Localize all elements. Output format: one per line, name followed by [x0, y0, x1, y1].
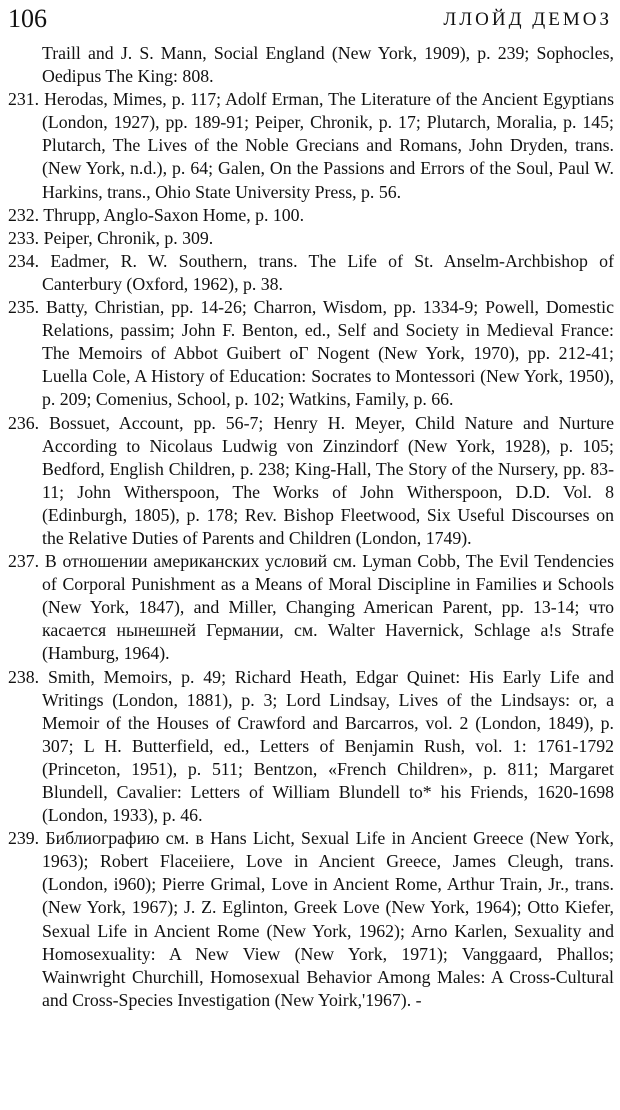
- endnote-number: 237.: [8, 551, 40, 572]
- endnote-232: [8, 204, 614, 227]
- endnote-text: Traill and J. S. Mann, Social England (New York, 1909), p. 239; Sophocles, Oedipus The King: 808.: [42, 43, 614, 87]
- endnote-text: Bossuet, Account, pp. 56-7; Henry H. Meyer, Child Nature and Nurture According to Nicolaus Ludwig von Zinzindorf (New York, 1928), p. 105; Bedford, English Children, p. 238; King-Hall, The Story of the Nursery, pp. 83-11; John Witherspoon, The Works of John Witherspoon, D.D. Vol. 8 (Edinburgh, 1805), p. 178; Rev. Bishop Fleetwood, Six Useful Discourses on the Relative Duties of Parents and Children (London, 1749).: [42, 412, 614, 548]
- endnote-text: Eadmer, R. W. Southern, trans. The Life of St. Anselm-Archbishop of Canterbury (Oxford, 1962), p. 38.: [42, 250, 614, 294]
- endnote-231: [8, 88, 614, 203]
- endnote-number: 235.: [8, 297, 40, 318]
- endnote-239: [8, 827, 614, 1012]
- endnote-text: Batty, Christian, pp. 14-26; Charron, Wisdom, pp. 1334-9; Powell, Domestic Relations, passim; John F. Benton, ed., Self and Society in Medieval France: The Memoirs of Abbot Guibert oГ Nogent (New York, 1970), pp. 212-41; Luella Cole, A History of Education: Socrates to Montessori (New York, 1950), p. 209; Comenius, School, p. 102; Watkins, Family, p. 66.: [42, 297, 614, 410]
- endnote-text: Библиографию см. в Hans Licht, Sexual Life in Ancient Greece (New York, 1963); Robert Flaceiiere, Love in Ancient Greece, James Cleugh, trans. (London, i960); Pierre Grimal, Love in Ancient Rome, Arthur Train, Jr., trans. (New York, 1967); J. Z. Eglinton, Greek Love (New York, 1964); Otto Kiefer, Sexual Life in Ancient Rome (New York, 1962); Arno Karlen, Sexuality and Homosexuality: A New View (New York, 1971); Vanggaard, Phallos; Wainwright Churchill, Homosexual Behavior Among Males: A Cross-Cultural and Cross-Species Investigation (New Yoirk,'1967). -: [42, 828, 614, 1010]
- running-head: ЛЛОЙД ДЕМОЗ: [443, 9, 612, 30]
- page-header: [8, 4, 612, 34]
- endnote-text: Smith, Memoirs, p. 49; Richard Heath, Edgar Quinet: His Early Life and Writings (London, 1881), p. 3; Lord Lindsay, Lives of the Lindsays: or, a Memoir of the Houses of Crawford and Barcarros, vol. 2 (London, 1849), p. 307; L H. Butterfield, ed., Letters of Benjamin Rush, vol. 1: 1761-1792 (Princeton, 1951), p. 511; Bentzon, «French Children», p. 811; Margaret Blundell, Cavalier: Letters of William Blundell to* his Friends, 1620-1698 (London, 1933), p. 46.: [42, 666, 614, 826]
- endnote-236: [8, 412, 614, 551]
- endnote-text: Herodas, Mimes, p. 117; Adolf Erman, The Literature of the Ancient Egyptians (London, 1927), pp. 189-91; Peiper, Chronik, p. 17; Plutarch, Moralia, p. 145; Plutarch, The Lives of the Noble Grecians and Romans, John Dryden, trans. (New York, n.d.), p. 64; Galen, On the Passions and Errors of the Soul, Paul W. Harkins, trans., Ohio State University Press, p. 56.: [42, 89, 614, 202]
- endnote-text: Peiper, Chronik, p. 309.: [43, 227, 214, 248]
- endnote-text: Thrupp, Anglo-Saxon Home, p. 100.: [43, 204, 305, 225]
- endnote-number: 232.: [8, 204, 40, 225]
- endnote-238: [8, 666, 614, 828]
- endnote-number: 234.: [8, 250, 40, 271]
- endnote-233: [8, 227, 614, 250]
- page-number: 106: [8, 4, 47, 33]
- endnote-number: 238.: [8, 666, 40, 687]
- endnote-number: 231.: [8, 89, 40, 110]
- endnotes-list: [8, 42, 614, 1012]
- endnote-237: [8, 550, 614, 665]
- endnote-number: 233.: [8, 227, 40, 248]
- endnote-234: [8, 250, 614, 296]
- endnote-235: [8, 296, 614, 411]
- endnote-continuation: [8, 42, 614, 88]
- endnote-text: В отношении американских условий см. Lyman Cobb, The Evil Tendencies of Corporal Punishment as a Means of Moral Discipline in Families и Schools (New York, 1847), and Miller, Changing American Parent, pp. 13-14; что касается нынешней Германии, см. Walter Havernick, Schlage a!s Strafe (Hamburg, 1964).: [42, 551, 614, 664]
- endnote-number: 236.: [8, 412, 40, 433]
- endnote-number: 239.: [8, 828, 40, 849]
